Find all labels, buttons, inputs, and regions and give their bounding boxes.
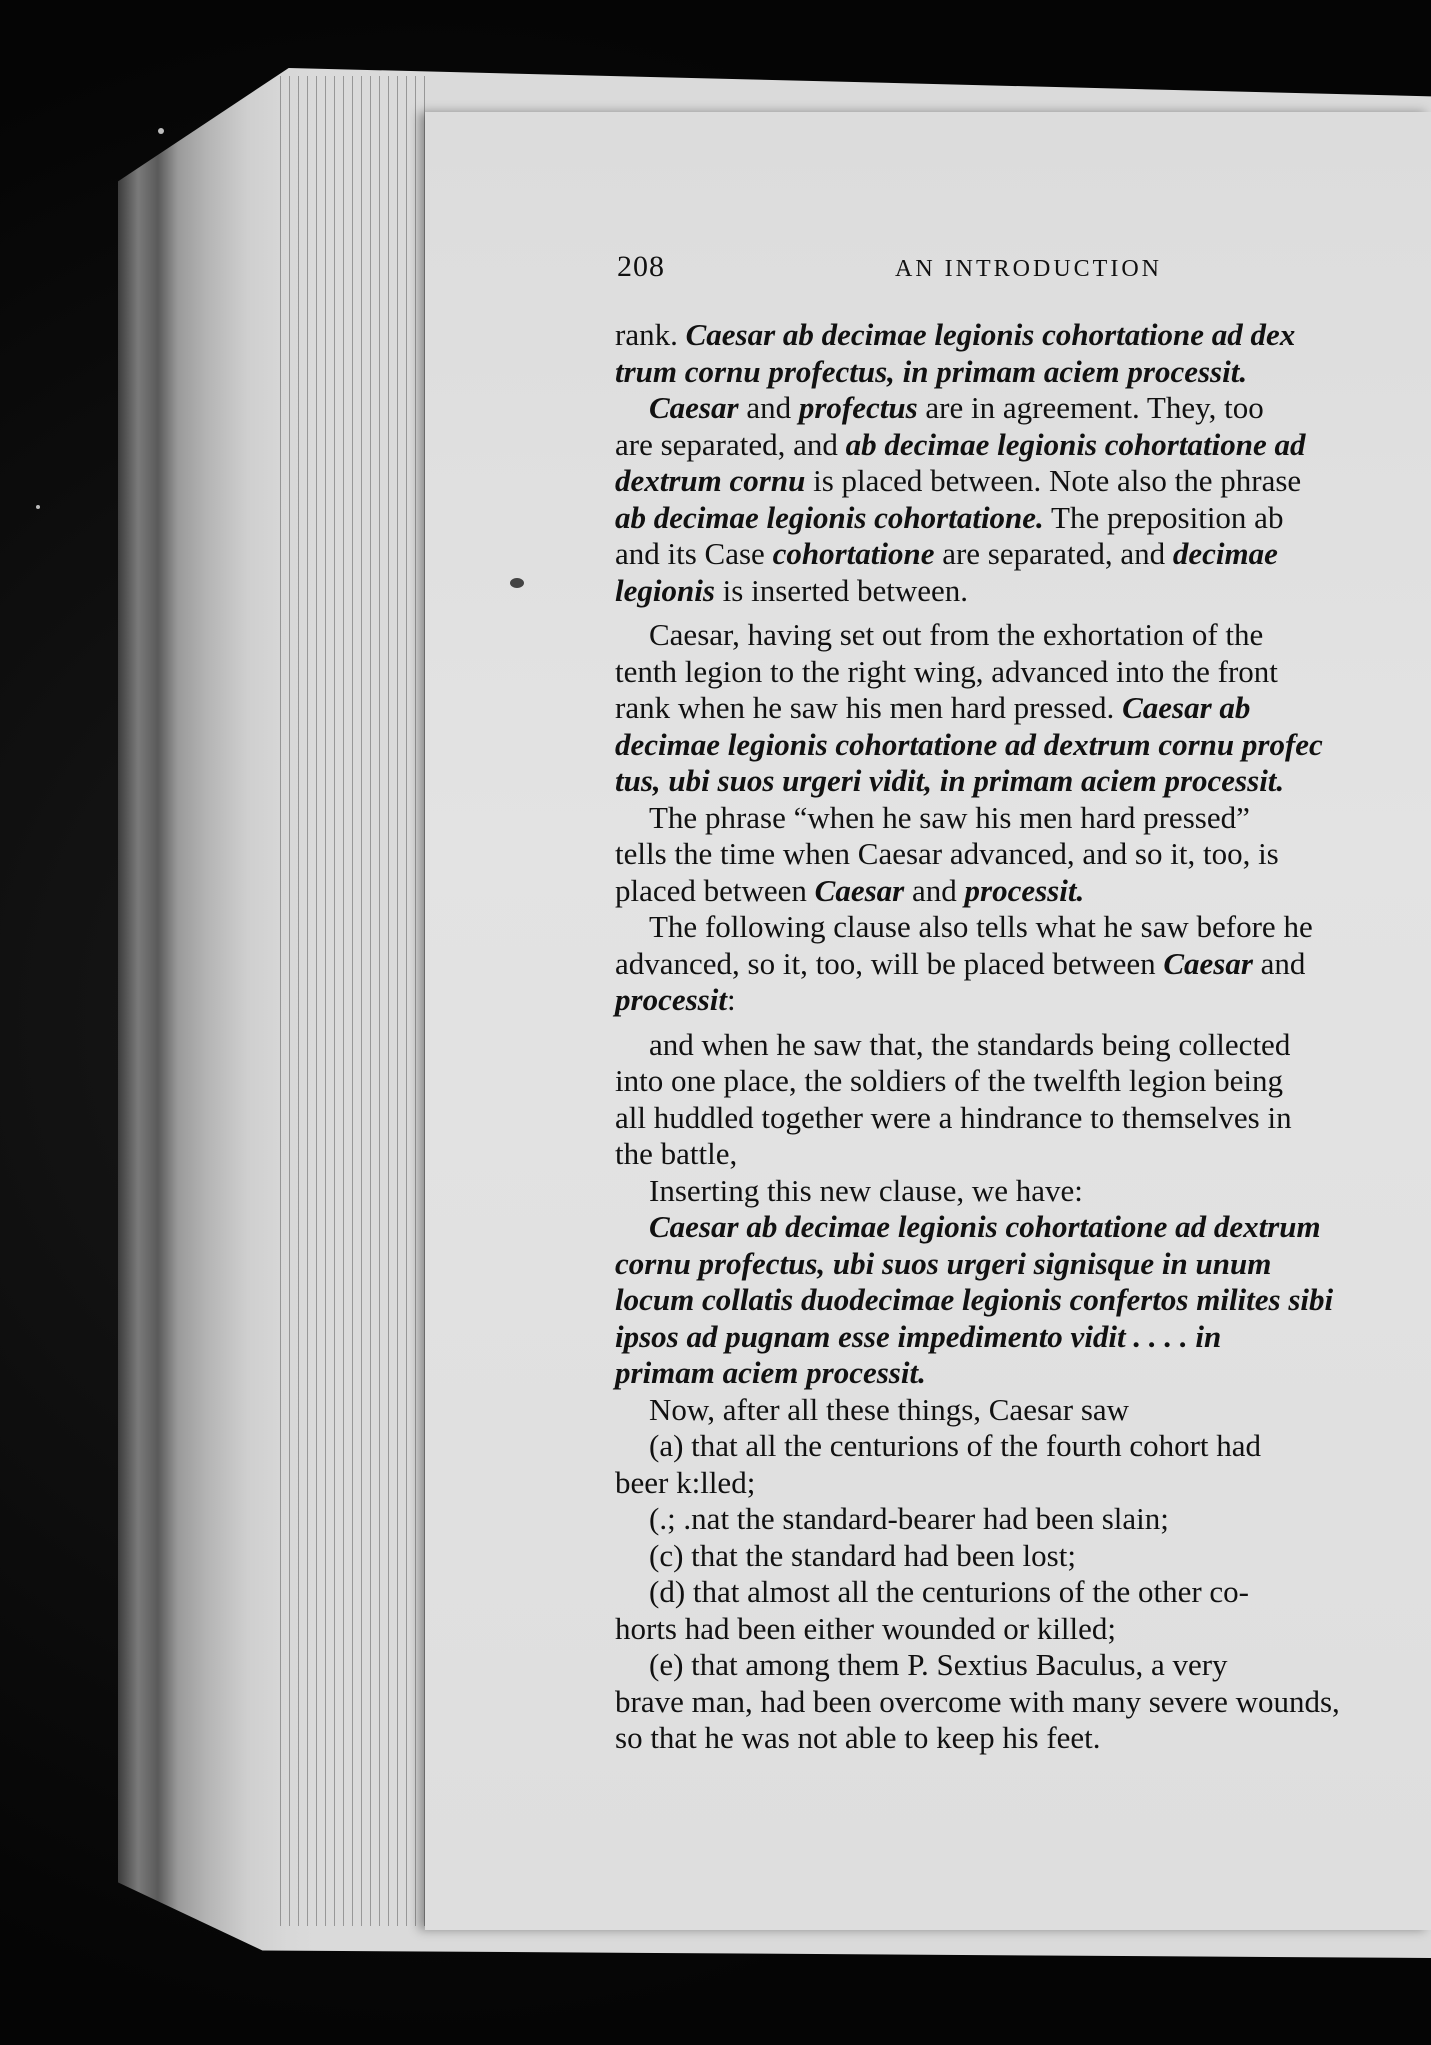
text-line: (c) that the standard had been lost;: [649, 1537, 1076, 1573]
text-line: brave man, had been overcome with many severe wounds,: [615, 1683, 1340, 1719]
text-line: trum cornu profectus, in primam aciem processit.: [615, 353, 1248, 389]
text-line: Caesar ab decimae legionis cohortatione ad dextrum: [649, 1209, 1321, 1244]
text-line: locum collatis duodecimae legionis confertos milites sibi: [615, 1282, 1334, 1317]
text-line: into one place, the soldiers of the twelfth legion being: [615, 1063, 1284, 1098]
text-line: rank. Caesar ab decimae legionis cohortatione ad dex: [615, 317, 1296, 352]
text-line: ab decimae legionis cohortatione. The preposition ab: [615, 499, 1284, 535]
text-line: (e) that among them P. Sextius Baculus, a very: [649, 1647, 1228, 1682]
running-head: AN INTRODUCTION: [895, 256, 1162, 282]
ink-smudge: [510, 578, 524, 588]
text-line: (.; .nat the standard-bearer had been slain;: [649, 1501, 1169, 1536]
text-line: the battle,: [615, 1136, 738, 1171]
text-line: The phrase “when he saw his men hard pressed”: [649, 799, 1250, 835]
text-line: Inserting this new clause, we have:: [649, 1172, 1083, 1208]
text-line: Now, after all these things, Caesar saw: [649, 1391, 1130, 1427]
text-line: legionis is inserted between.: [615, 572, 968, 608]
text-line: horts had been either wounded or killed;: [615, 1610, 1117, 1646]
text-line: processit:: [615, 982, 736, 1017]
text-line: beer k:lled;: [615, 1464, 756, 1500]
dust-speck: [158, 128, 164, 134]
text-line: ipsos ad pugnam esse impedimento vidit . . . . in: [615, 1318, 1222, 1354]
page-number: 208: [617, 250, 665, 283]
text-line: are separated, and ab decimae legionis cohortatione ad: [615, 426, 1306, 462]
book-page: [425, 112, 1431, 1930]
text-line: The following clause also tells what he saw before he: [649, 909, 1313, 944]
text-line: (a) that all the centurions of the fourth cohort had: [649, 1428, 1262, 1463]
text-line: tus, ubi suos urgeri vidit, in primam aciem processit.: [615, 763, 1285, 798]
text-line: and its Case cohortatione are separated, and decimae: [615, 536, 1278, 571]
text-line: tenth legion to the right wing, advanced into the front: [615, 653, 1278, 689]
text-line: primam aciem processit.: [615, 1355, 926, 1390]
text-line: dextrum cornu is placed between. Note also the phrase: [615, 463, 1302, 498]
text-line: all huddled together were a hindrance to themselves in: [615, 1099, 1292, 1135]
text-line: decimae legionis cohortatione ad dextrum cornu profec: [615, 726, 1323, 762]
text-line: and when he saw that, the standards being collected: [649, 1026, 1291, 1062]
text-line: Caesar and profectus are in agreement. They, too: [649, 390, 1264, 425]
text-line: (d) that almost all the centurions of the other co-: [649, 1574, 1250, 1609]
text-line: rank when he saw his men hard pressed. Caesar ab: [615, 690, 1251, 725]
page-edge-lines: [280, 76, 430, 1926]
text-line: so that he was not able to keep his feet.: [615, 1720, 1101, 1755]
dust-speck: [36, 505, 40, 509]
text-line: placed between Caesar and processit.: [615, 872, 1085, 908]
body-text: [615, 317, 1431, 1757]
text-line: advanced, so it, too, will be placed between Caesar and: [615, 945, 1306, 981]
text-line: tells the time when Caesar advanced, and so it, too, is: [615, 836, 1279, 871]
text-line: cornu profectus, ubi suos urgeri signisque in unum: [615, 1245, 1272, 1281]
text-line: Caesar, having set out from the exhortation of the: [649, 617, 1264, 652]
page-header: [425, 250, 1431, 290]
